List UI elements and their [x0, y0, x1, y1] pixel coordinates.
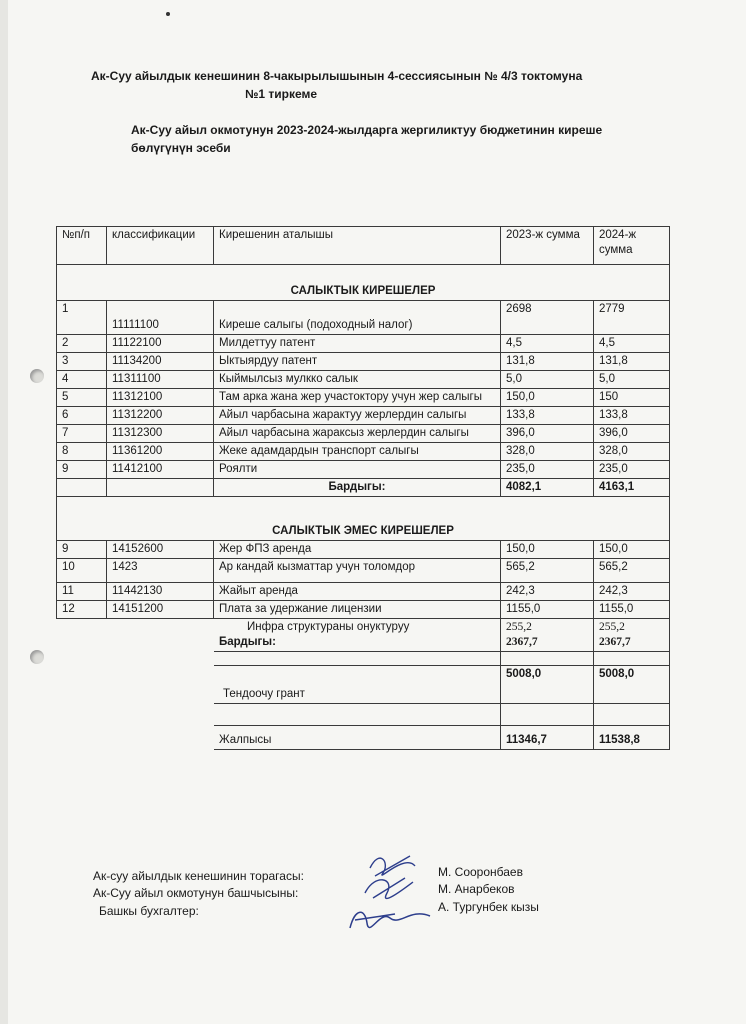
- row-name: Айыл чарбасына жарактуу жерлердин салыгы: [214, 407, 501, 425]
- row-value-2023: 5,0: [501, 371, 594, 389]
- subtotal-row: [57, 479, 670, 497]
- empty-row: [57, 704, 670, 726]
- row-num: 2: [57, 335, 107, 353]
- row-value-2024: 1155,0: [594, 601, 670, 619]
- row-code: 11312200: [107, 407, 214, 425]
- row-num: 11: [57, 583, 107, 601]
- punch-hole-top: [30, 369, 44, 383]
- row-name: Роялти: [214, 461, 501, 479]
- report-title-line2: бөлүгүнүн эсеби: [131, 141, 231, 155]
- row-value-2024: 150,0: [594, 541, 670, 559]
- row-num: 5: [57, 389, 107, 407]
- handwritten-signatures: [335, 848, 455, 938]
- row-value-2023: 150,0: [501, 541, 594, 559]
- row-name: Кыймылсыз мулкко салык: [214, 371, 501, 389]
- speck: [166, 12, 170, 16]
- row-value-2024: 396,0: [594, 425, 670, 443]
- row-value-2023: 4,5: [501, 335, 594, 353]
- row-value-2023: 131,8: [501, 353, 594, 371]
- subtotal2-2023: 2367,7: [506, 636, 538, 648]
- col-header-2023: 2023-ж сумма: [501, 227, 594, 265]
- row-value-2023: 2698: [501, 301, 594, 335]
- row-code: 11412100: [107, 461, 214, 479]
- table-row: [57, 443, 670, 461]
- row-value-2024: 133,8: [594, 407, 670, 425]
- section-title-nontax: САЛЫКТЫК ЭМЕС КИРЕШЕЛЕР: [57, 497, 670, 541]
- signatory-role-chair: Ак-суу айылдык кенешинин торагасы:: [93, 869, 304, 883]
- subtotal2-2024: 2367,7: [599, 636, 631, 648]
- row-value-2023: 150,0: [501, 389, 594, 407]
- row-value-2023: 396,0: [501, 425, 594, 443]
- table-row: [57, 407, 670, 425]
- col-header-num: №п/п: [57, 227, 107, 265]
- infra-label: Инфра структураны онуктуруу: [247, 621, 410, 633]
- section-title-tax: САЛЫКТЫК КИРЕШЕЛЕР: [57, 265, 670, 301]
- subtotal2-label: Бардыгы:: [219, 636, 276, 648]
- row-code: 11312100: [107, 389, 214, 407]
- row-value-2024: 150: [594, 389, 670, 407]
- infra-2024: 255,2: [599, 621, 625, 633]
- row-value-2024: 2779: [594, 301, 670, 335]
- row-num: 1: [57, 301, 107, 335]
- row-num: 8: [57, 443, 107, 461]
- row-value-2024: 235,0: [594, 461, 670, 479]
- table-row: [57, 371, 670, 389]
- grand-total-row: [57, 726, 670, 750]
- row-num: 9: [57, 461, 107, 479]
- row-num: 3: [57, 353, 107, 371]
- row-name: Жеке адамдардын транспорт салыгы: [214, 443, 501, 461]
- report-title-line1: Ак-Суу айыл окмотунун 2023-2024-жылдарга жергиликтуу бюджетинин киреше: [131, 123, 603, 137]
- grand-total-2023: 11346,7: [501, 726, 594, 750]
- row-code: 11111100: [107, 301, 214, 335]
- row-value-2024: 565,2: [594, 559, 670, 583]
- table-row: [57, 353, 670, 371]
- row-name: Жайыт аренда: [214, 583, 501, 601]
- income-report-table: [56, 226, 670, 750]
- resolution-reference: Ак-Суу айылдык кенешинин 8-чакырылышынын 4-сессиясынын № 4/3 токтомуна: [91, 69, 583, 83]
- grand-total-label: Жалпысы: [214, 726, 501, 750]
- row-value-2024: 4,5: [594, 335, 670, 353]
- row-name: Жер ФПЗ аренда: [214, 541, 501, 559]
- row-name: Плата за удержание лицензии: [214, 601, 501, 619]
- row-code: 11134200: [107, 353, 214, 371]
- row-value-2023: 133,8: [501, 407, 594, 425]
- row-code: 11311100: [107, 371, 214, 389]
- col-header-code: классификации: [107, 227, 214, 265]
- col-header-2024: 2024-ж сумма: [594, 227, 670, 265]
- grant-2024: 5008,0: [594, 666, 670, 704]
- row-code: 14151200: [107, 601, 214, 619]
- subtotal-2024: 4163,1: [594, 479, 670, 497]
- row-num: 9: [57, 541, 107, 559]
- empty-row: [57, 652, 670, 666]
- row-code: 11312300: [107, 425, 214, 443]
- subtotal-label: Бардыгы:: [214, 479, 501, 497]
- signatory-name-head: М. Анарбеков: [438, 882, 515, 896]
- row-value-2023: 328,0: [501, 443, 594, 461]
- row-code: 11442130: [107, 583, 214, 601]
- table-row: [57, 461, 670, 479]
- row-value-2024: 5,0: [594, 371, 670, 389]
- table-row: [57, 601, 670, 619]
- table-row: [57, 389, 670, 407]
- col-header-name: Кирешенин аталышы: [214, 227, 501, 265]
- table-row: [57, 583, 670, 601]
- grant-label: Тендоочу грант: [214, 666, 501, 704]
- table-header-row: [57, 227, 670, 265]
- row-value-2024: 242,3: [594, 583, 670, 601]
- grant-row: [57, 666, 670, 704]
- row-value-2024: 328,0: [594, 443, 670, 461]
- row-num: 10: [57, 559, 107, 583]
- page-edge: [0, 0, 8, 1024]
- section-title-row: [57, 265, 670, 301]
- grand-total-2024: 11538,8: [594, 726, 670, 750]
- row-value-2023: 242,3: [501, 583, 594, 601]
- infra-2023: 255,2: [506, 621, 532, 633]
- signatory-name-chair: М. Сооронбаев: [438, 865, 523, 879]
- row-code: 14152600: [107, 541, 214, 559]
- row-value-2023: 235,0: [501, 461, 594, 479]
- table-row: [57, 301, 670, 335]
- grant-2023: 5008,0: [501, 666, 594, 704]
- row-num: 4: [57, 371, 107, 389]
- row-name: Киреше салыгы (подоходный налог): [214, 301, 501, 335]
- table-row: [57, 425, 670, 443]
- table-row: [57, 335, 670, 353]
- row-value-2023: 565,2: [501, 559, 594, 583]
- signatory-role-head: Ак-Суу айыл окмотунун башчысыны:: [93, 886, 299, 900]
- row-num: 12: [57, 601, 107, 619]
- row-name: Ыктыярдуу патент: [214, 353, 501, 371]
- subtotal-2023: 4082,1: [501, 479, 594, 497]
- row-code: 1423: [107, 559, 214, 583]
- signatory-name-accountant: А. Тургунбек кызы: [438, 900, 539, 914]
- row-num: 6: [57, 407, 107, 425]
- row-code: 11122100: [107, 335, 214, 353]
- section-title-row: [57, 497, 670, 541]
- table-row: [57, 559, 670, 583]
- signatory-role-accountant: Башкы бухгалтер:: [99, 904, 199, 918]
- row-name: Милдеттуу патент: [214, 335, 501, 353]
- row-code: 11361200: [107, 443, 214, 461]
- appendix-number: №1 тиркеме: [245, 87, 318, 101]
- row-value-2024: 131,8: [594, 353, 670, 371]
- punch-hole-bottom: [30, 650, 44, 664]
- infra-subtotal-row: [57, 619, 670, 652]
- row-name: Там арка жана жер участоктору учун жер салыгы: [214, 389, 501, 407]
- row-value-2023: 1155,0: [501, 601, 594, 619]
- row-name: Ар кандай кызматтар учун толомдор: [214, 559, 501, 583]
- table-row: [57, 541, 670, 559]
- row-num: 7: [57, 425, 107, 443]
- row-name: Айыл чарбасына жараксыз жерлердин салыгы: [214, 425, 501, 443]
